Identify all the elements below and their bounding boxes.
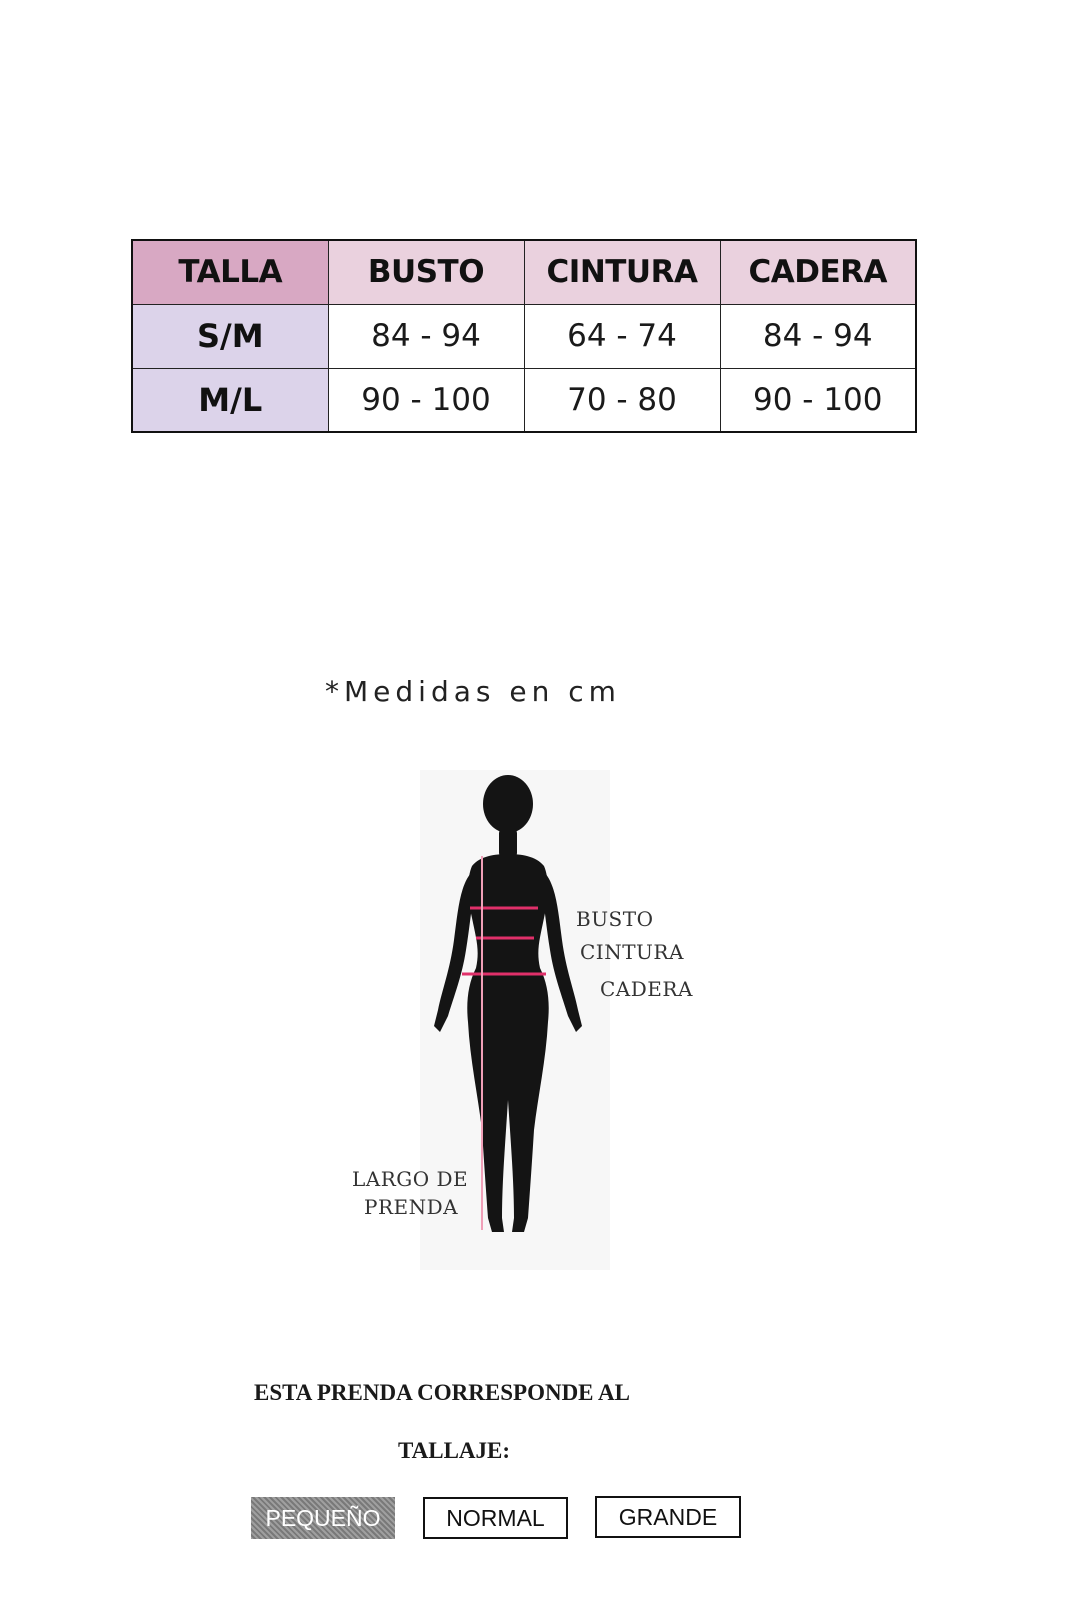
size-label: M/L (132, 368, 328, 432)
fit-question-line2: TALLAJE: (398, 1438, 511, 1463)
table-row (132, 368, 916, 432)
header-cadera: CADERA (720, 240, 916, 304)
cintura-value: 70 - 80 (524, 368, 720, 432)
label-busto: BUSTO (576, 907, 654, 931)
cintura-value: 64 - 74 (524, 304, 720, 368)
cadera-value: 90 - 100 (720, 368, 916, 432)
header-busto: BUSTO (328, 240, 524, 304)
label-largo-line1: LARGO DE (352, 1167, 469, 1191)
size-table (131, 239, 917, 433)
fit-option-pequeno[interactable]: PEQUEÑO (251, 1497, 395, 1539)
measurement-note: *Medidas en cm (325, 675, 621, 708)
label-cintura: CINTURA (580, 940, 684, 964)
header-cintura: CINTURA (524, 240, 720, 304)
fit-question-line1: ESTA PRENDA CORRESPONDE AL (254, 1380, 630, 1405)
header-talla: TALLA (132, 240, 328, 304)
busto-value: 90 - 100 (328, 368, 524, 432)
fit-option-grande[interactable]: GRANDE (595, 1496, 741, 1538)
fit-option-normal[interactable]: NORMAL (423, 1497, 568, 1539)
size-label: S/M (132, 304, 328, 368)
cadera-value: 84 - 94 (720, 304, 916, 368)
busto-value: 84 - 94 (328, 304, 524, 368)
table-header-row (132, 240, 916, 304)
label-largo-line2: PRENDA (364, 1195, 459, 1219)
table-row (132, 304, 916, 368)
label-cadera: CADERA (600, 977, 693, 1001)
